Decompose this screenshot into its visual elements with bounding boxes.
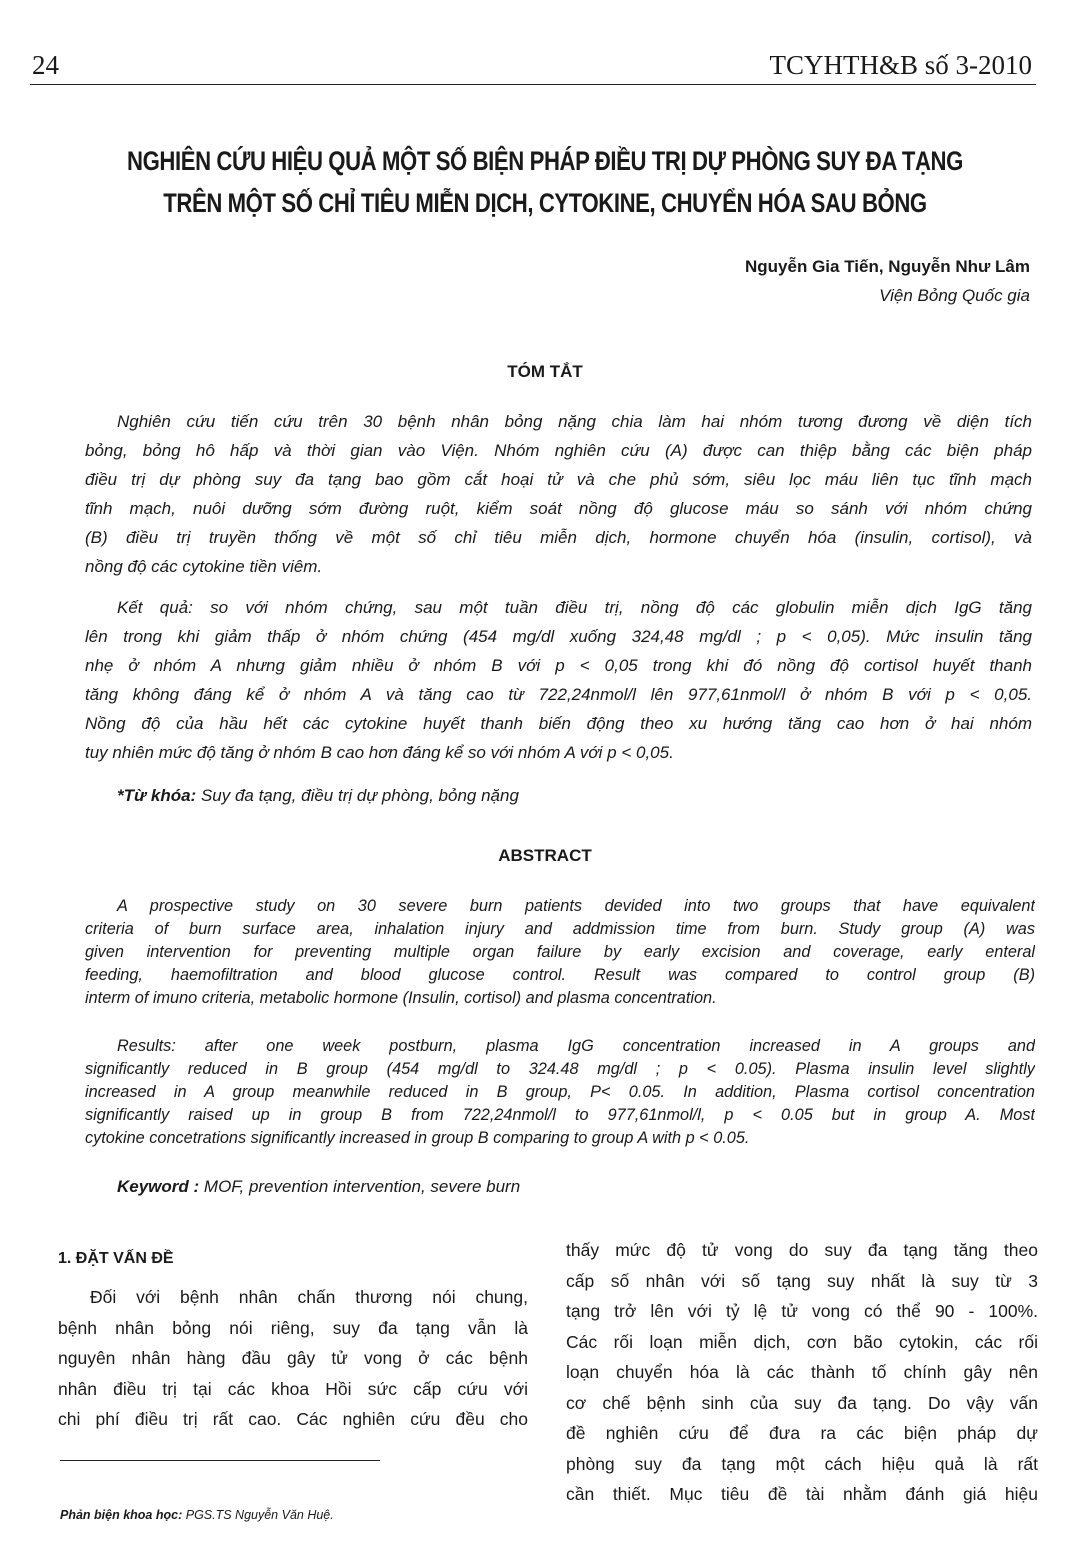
text-line: Các rối loạn miễn dịch, cơn bão cytokin, các rối (566, 1331, 1038, 1352)
footnote-rule (60, 1460, 380, 1461)
text-line: loạn chuyển hóa là các thành tố chính gây nên (566, 1362, 1038, 1382)
affiliation: Viện Bỏng Quốc gia (879, 286, 1030, 305)
text-line: significantly reduced in B group (454 mg/dl to 324.48 mg/dl ; p < 0.05). Plasma insulin level slightly (85, 1060, 1035, 1078)
text-line: cần thiết. Mục tiêu đề tài nhằm đánh giá hiệu (566, 1484, 1038, 1504)
keywords-vi-text: Suy đa tạng, điều trị dự phòng, bỏng nặng (200, 786, 519, 805)
text-line: Đối với bệnh nhân chấn thương nói chung, (90, 1287, 528, 1307)
text-line: nồng độ các cytokine tiền viêm. (85, 557, 323, 576)
text-line: nguyên nhân hàng đầu gây tử vong ở các bệnh (58, 1348, 528, 1368)
text-line: increased in A group meanwhile reduced in B group, P< 0.05. In addition, Plasma cortisol concentration (85, 1083, 1035, 1101)
text-line: tăng không đáng kể ở nhóm A và tăng cao từ 722,24nmol/l lên 977,61nmol/l ở nhóm B với p < 0,05. (85, 685, 1032, 704)
text-line: criteria of burn surface area, inhalation injury and addmission time from burn. Study group (A) was (85, 920, 1035, 938)
text-line: lên trong khi giảm thấp ở nhóm chứng (454 mg/dl xuống 324,48 mg/dl ; p < 0,05). Mức insulin tăng (85, 627, 1032, 646)
text-line: Results: after one week postburn, plasma IgG concentration increased in A groups and (117, 1037, 1035, 1055)
keywords-vi (117, 786, 519, 806)
text-line: given intervention for preventing multiple organ failure by early excision and coverage, early enteral (85, 943, 1035, 961)
summary-heading: TÓM TẮT (507, 362, 583, 381)
keywords-vi-label: *Từ khóa: (117, 786, 197, 805)
keywords-en-text: MOF, prevention intervention, severe burn (203, 1177, 521, 1196)
section-1-left-column (58, 1282, 528, 1435)
keywords-en-label: Keyword : (117, 1177, 200, 1196)
text-line: chi phí điều trị rất cao. Các nghiên cứu đều cho (58, 1409, 528, 1429)
abstract-paragraph-1 (85, 895, 1035, 1010)
section-1-heading: 1. ĐẶT VẤN ĐỀ (58, 1250, 174, 1267)
text-line: Kết quả: so với nhóm chứng, sau một tuần điều trị, nồng độ các globulin miễn dịch IgG tăng (117, 598, 1032, 617)
header-rule (30, 84, 1036, 85)
footnote-text: PGS.TS Nguyễn Văn Huệ. (185, 1508, 334, 1522)
abstract-heading: ABSTRACT (498, 846, 592, 865)
text-line: nhân điều trị tại các khoa Hồi sức cấp cứu với (58, 1378, 528, 1399)
text-line: cytokine concetrations significantly increased in group B comparing to group A with p < 0.05. (85, 1129, 750, 1147)
authors: Nguyễn Gia Tiến, Nguyễn Như Lâm (745, 257, 1030, 276)
text-line: feeding, haemofiltration and blood glucose control. Result was compared to control group (B) (85, 966, 1035, 984)
journal-issue: TCYHTH&B số 3-2010 (769, 50, 1032, 80)
text-line: Nồng độ của hầu hết các cytokine huyết thanh biến động theo xu hướng tăng cao hơn ở hai nhóm (85, 714, 1032, 733)
footnote-label: Phản biện khoa học: (60, 1508, 183, 1522)
text-line: tạng trở lên với tỷ lệ tử vong có thể 90 - 100%. (566, 1301, 1038, 1321)
keywords-en (117, 1177, 520, 1197)
text-line: (B) điều trị truyền thống về một số chỉ tiêu miễn dịch, hormone chuyển hóa (insulin, cortisol), và (85, 528, 1032, 547)
text-line: đề nghiên cứu để đưa ra các biện pháp dự (566, 1423, 1038, 1443)
text-line: điều trị dự phòng suy đa tạng bao gồm cắt hoại tử và che phủ sớm, siêu lọc máu liên tục tĩnh mạch (85, 470, 1032, 489)
text-line: Nghiên cứu tiến cứu trên 30 bệnh nhân bỏng nặng chia làm hai nhóm tương đương về diện tích (117, 412, 1032, 431)
text-line: thấy mức độ tử vong do suy đa tạng tăng theo (566, 1240, 1038, 1260)
text-line: bỏng, bỏng hô hấp và thời gian vào Viện. Nhóm nghiên cứu (A) được can thiệp bằng các biện pháp (85, 441, 1032, 460)
text-line: phòng suy đa tạng một cách hiệu quả là rất (566, 1453, 1038, 1474)
footnote (60, 1508, 334, 1522)
page-number: 24 (32, 50, 59, 80)
summary-paragraph-1 (85, 407, 1032, 581)
text-line: significantly raised up in group B from 722,24nmol/l to 977,61nmol/l, p < 0.05 but in group A. Most (85, 1106, 1035, 1124)
text-line: tĩnh mạch, nuôi dưỡng sớm đường ruột, kiểm soát nồng độ glucose máu so sánh với nhóm chứng (85, 499, 1032, 518)
text-line: cấp số nhân với số tạng suy nhất là suy từ 3 (566, 1270, 1038, 1291)
text-line: interm of imuno criteria, metabolic hormone (Insulin, cortisol) and plasma concentration. (85, 989, 717, 1007)
summary-paragraph-2 (85, 593, 1032, 767)
title-line-2: TRÊN MỘT SỐ CHỈ TIÊU MIỄN DỊCH, CYTOKINE, CHUYỂN HÓA SAU BỎNG (163, 188, 927, 218)
abstract-paragraph-2 (85, 1035, 1035, 1150)
text-line: cơ chế bệnh sinh của suy đa tạng. Do vậy vấn (566, 1392, 1038, 1413)
text-line: bệnh nhân bỏng nói riêng, suy đa tạng vẫn là (58, 1317, 528, 1338)
title-line-1: NGHIÊN CỨU HIỆU QUẢ MỘT SỐ BIỆN PHÁP ĐIỀU TRỊ DỰ PHÒNG SUY ĐA TẠNG (127, 146, 963, 176)
section-1-right-column (566, 1235, 1038, 1510)
text-line: tuy nhiên mức độ tăng ở nhóm B cao hơn đáng kể so với nhóm A với p < 0,05. (85, 743, 674, 762)
text-line: A prospective study on 30 severe burn patients devided into two groups that have equivalent (117, 897, 1035, 915)
text-line: nhẹ ở nhóm A nhưng giảm nhiều ở nhóm B với p < 0,05 trong khi đó nồng độ cortisol huyết thanh (85, 656, 1032, 675)
